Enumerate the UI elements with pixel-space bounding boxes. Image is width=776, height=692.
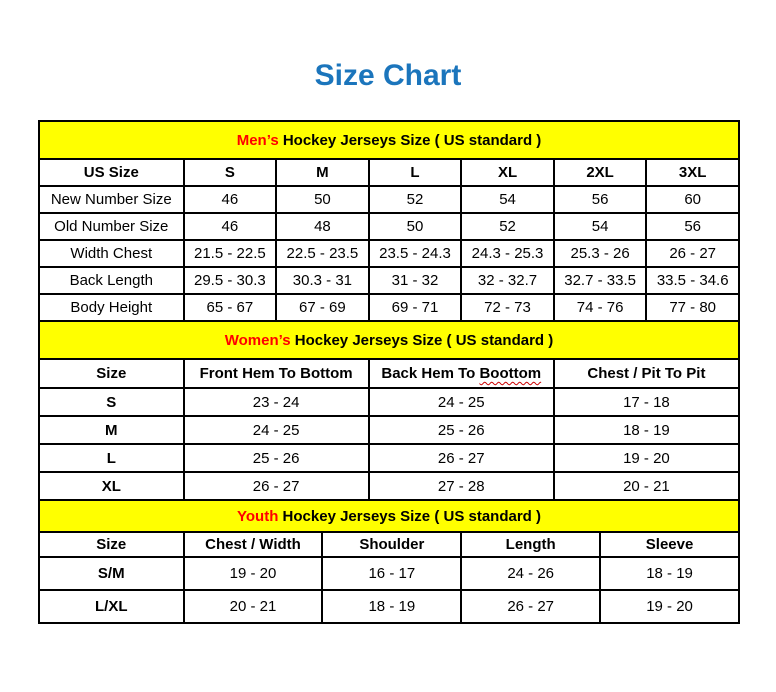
column-header: Size xyxy=(39,359,184,388)
size-value-cell: 25 - 26 xyxy=(184,444,369,472)
misspelled-word-underlined: Boottom xyxy=(479,365,542,382)
table-row xyxy=(39,294,739,321)
size-value-cell: 25 - 26 xyxy=(369,416,554,444)
column-header: 3XL xyxy=(646,159,739,186)
column-header: Shoulder xyxy=(322,532,461,557)
table-row xyxy=(39,213,739,240)
size-value-cell: 26 - 27 xyxy=(184,472,369,500)
size-value-cell: 33.5 - 34.6 xyxy=(646,267,739,294)
size-value-cell: 16 - 17 xyxy=(322,557,461,590)
column-header: 2XL xyxy=(554,159,647,186)
row-label: L/XL xyxy=(39,590,184,623)
size-value-cell: 24.3 - 25.3 xyxy=(461,240,554,267)
size-value-cell: 18 - 19 xyxy=(554,416,739,444)
column-header: S xyxy=(184,159,277,186)
table-row xyxy=(39,416,739,444)
row-label: Body Height xyxy=(39,294,184,321)
column-header-row xyxy=(39,359,739,388)
size-value-cell: 50 xyxy=(369,213,462,240)
size-tables-container xyxy=(38,120,740,624)
size-value-cell: 18 - 19 xyxy=(600,557,739,590)
size-value-cell: 19 - 20 xyxy=(184,557,323,590)
column-header: L xyxy=(369,159,462,186)
row-label: M xyxy=(39,416,184,444)
size-value-cell: 46 xyxy=(184,186,277,213)
row-label: Back Length xyxy=(39,267,184,294)
size-value-cell: 17 - 18 xyxy=(554,388,739,416)
size-value-cell: 24 - 25 xyxy=(184,416,369,444)
size-value-cell: 52 xyxy=(369,186,462,213)
size-value-cell: 20 - 21 xyxy=(554,472,739,500)
column-header: Chest / Pit To Pit xyxy=(554,359,739,388)
size-value-cell: 23.5 - 24.3 xyxy=(369,240,462,267)
row-label: S/M xyxy=(39,557,184,590)
size-value-cell: 54 xyxy=(461,186,554,213)
size-value-cell: 22.5 - 23.5 xyxy=(276,240,369,267)
section-band-highlight: Men’s xyxy=(236,131,279,149)
size-value-cell: 32.7 - 33.5 xyxy=(554,267,647,294)
section-band-highlight: Youth xyxy=(237,507,279,525)
youth-size-table xyxy=(38,499,740,624)
mens-size-table xyxy=(38,120,740,322)
table-row xyxy=(39,388,739,416)
column-header: Size xyxy=(39,532,184,557)
table-row xyxy=(39,186,739,213)
size-value-cell: 46 xyxy=(184,213,277,240)
size-value-cell: 69 - 71 xyxy=(369,294,462,321)
table-row xyxy=(39,472,739,500)
size-value-cell: 24 - 25 xyxy=(369,388,554,416)
column-header: Sleeve xyxy=(600,532,739,557)
size-value-cell: 32 - 32.7 xyxy=(461,267,554,294)
column-header-row xyxy=(39,159,739,186)
section-band-mens xyxy=(39,121,739,159)
page-title: Size Chart xyxy=(314,59,462,92)
column-header-row xyxy=(39,532,739,557)
size-value-cell: 54 xyxy=(554,213,647,240)
section-band-womens xyxy=(39,321,739,359)
column-header: XL xyxy=(461,159,554,186)
size-value-cell: 56 xyxy=(554,186,647,213)
size-value-cell: 20 - 21 xyxy=(184,590,323,623)
size-value-cell: 77 - 80 xyxy=(646,294,739,321)
section-band-text: Hockey Jerseys Size ( US standard ) xyxy=(282,131,542,149)
size-value-cell: 48 xyxy=(276,213,369,240)
size-value-cell: 26 - 27 xyxy=(646,240,739,267)
size-value-cell: 60 xyxy=(646,186,739,213)
section-band-text: Hockey Jerseys Size ( US standard ) xyxy=(282,507,541,525)
column-header xyxy=(369,359,554,388)
size-value-cell: 72 - 73 xyxy=(461,294,554,321)
row-label: XL xyxy=(39,472,184,500)
size-value-cell: 29.5 - 30.3 xyxy=(184,267,277,294)
table-row xyxy=(39,444,739,472)
size-value-cell: 26 - 27 xyxy=(461,590,600,623)
size-value-cell: 25.3 - 26 xyxy=(554,240,647,267)
size-value-cell: 19 - 20 xyxy=(554,444,739,472)
row-label: S xyxy=(39,388,184,416)
column-header: Chest / Width xyxy=(184,532,323,557)
column-header: Length xyxy=(461,532,600,557)
size-value-cell: 19 - 20 xyxy=(600,590,739,623)
section-band-highlight: Women’s xyxy=(224,331,291,349)
column-header: US Size xyxy=(39,159,184,186)
womens-size-table xyxy=(38,320,740,501)
section-band-row xyxy=(39,321,739,359)
section-band-row xyxy=(39,121,739,159)
size-value-cell: 21.5 - 22.5 xyxy=(184,240,277,267)
size-value-cell: 74 - 76 xyxy=(554,294,647,321)
row-label: L xyxy=(39,444,184,472)
size-value-cell: 23 - 24 xyxy=(184,388,369,416)
section-band-youth xyxy=(39,500,739,532)
section-band-text: Hockey Jerseys Size ( US standard ) xyxy=(294,331,554,349)
table-row xyxy=(39,590,739,623)
row-label: Old Number Size xyxy=(39,213,184,240)
size-value-cell: 56 xyxy=(646,213,739,240)
size-value-cell: 31 - 32 xyxy=(369,267,462,294)
row-label: New Number Size xyxy=(39,186,184,213)
row-label: Width Chest xyxy=(39,240,184,267)
size-value-cell: 65 - 67 xyxy=(184,294,277,321)
table-row xyxy=(39,240,739,267)
section-band-row xyxy=(39,500,739,532)
size-value-cell: 67 - 69 xyxy=(276,294,369,321)
column-header: M xyxy=(276,159,369,186)
size-value-cell: 52 xyxy=(461,213,554,240)
column-header: Front Hem To Bottom xyxy=(184,359,369,388)
size-value-cell: 30.3 - 31 xyxy=(276,267,369,294)
column-header-text: Back Hem To xyxy=(381,365,480,382)
table-row xyxy=(39,557,739,590)
table-row xyxy=(39,267,739,294)
size-value-cell: 27 - 28 xyxy=(369,472,554,500)
size-value-cell: 24 - 26 xyxy=(461,557,600,590)
size-value-cell: 18 - 19 xyxy=(322,590,461,623)
size-value-cell: 50 xyxy=(276,186,369,213)
size-value-cell: 26 - 27 xyxy=(369,444,554,472)
